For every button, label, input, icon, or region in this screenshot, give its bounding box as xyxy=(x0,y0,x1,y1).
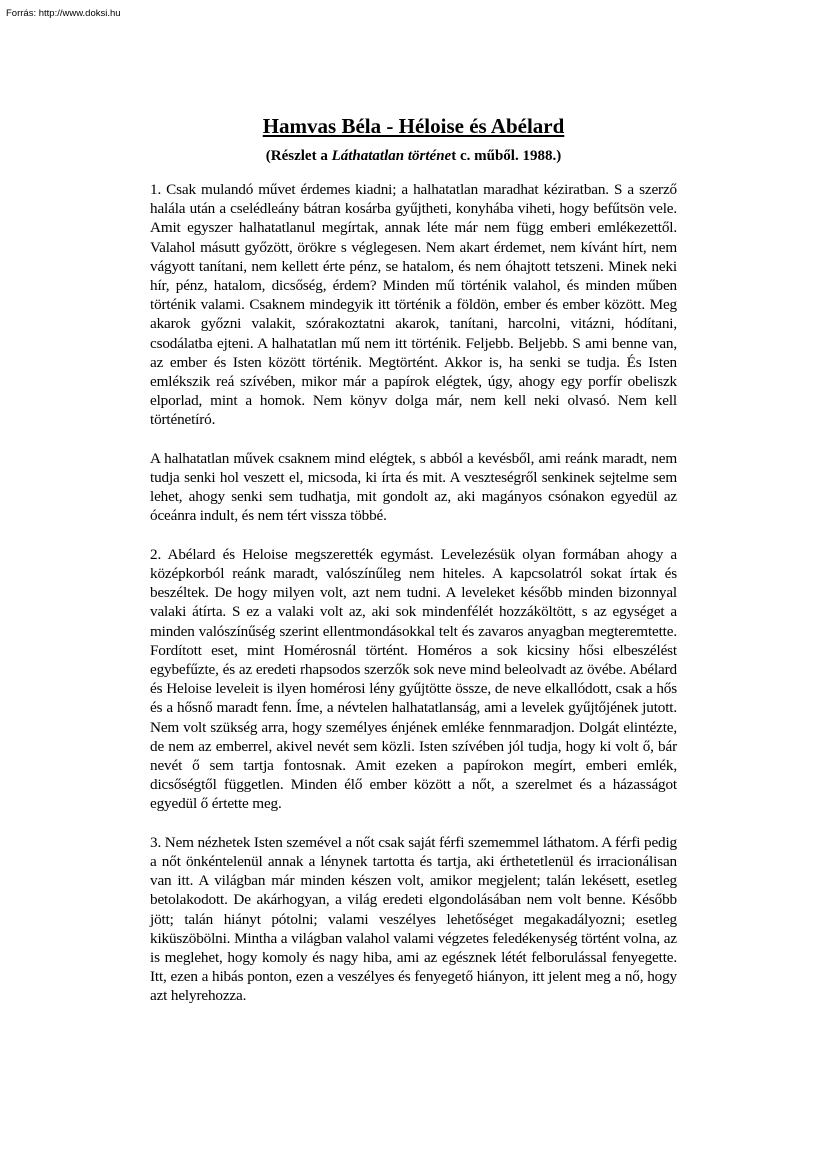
paragraph-3: 2. Abélard és Heloise megszerették egymást. Levelezésük olyan formában ahogy a középkorból reánk maradt, valószínűleg nem hiteles. A kapcsolatról sokat írtak és beszéltek. De hogy milyen volt, azt nem tudni. A leveleket később minden bizonnyal valaki átírta. S ez a valaki volt az, aki sok mindenfélét hozzáköltött, s az egységet a minden valószínűség szerint ellentmondásokkal telt és zavaros anyagban megteremtette. Fordított eset, mint Homérosnál történt. Homéros a sok kicsiny hősi elbeszélést egybefűzte, és az eredeti rhapsodos szerzők sok neve mind beleolvadt az övébe. Abélard és Heloise leveleit is ilyen homérosi lény gyűjtötte össze, de neve elkallódott, csak a hős és a hősnő maradt fenn. Íme, a névtelen halhatatlanság, ami a levelek gyűjtőjének jutott. Nem volt szükség arra, hogy személyes énjének emléke fennmaradjon. Dolgát elintézte, de nem az emberrel, akivel nevét sem közli. Isten szívében jól tudja, hogy ki volt ő, bár nevét ő sem tartja fontosnak. Amit ezeken a papírokon megírt, emberi emlék, dicsőségtől független. Minden élő ember között a nőt, a szerelmet és a házasságot egyedül ő értette meg. xyxy=(150,545,677,813)
source-line: Forrás: http://www.doksi.hu xyxy=(6,8,121,19)
document-subtitle xyxy=(0,147,827,166)
paragraph-2: A halhatatlan művek csaknem mind elégtek, s abból a kevésből, ami reánk maradt, nem tudja senki hol veszett el, micsoda, ki írta és mit. A veszteségről senkinek sejtelme sem lehet, ahogy senki sem tudhatja, mit gondolt az, aki magányos csónakon egyedül az óceánra indult, és nem tért vissza többé. xyxy=(150,449,677,525)
document-title: Hamvas Béla - Héloise és Abélard xyxy=(262,114,565,139)
subtitle-prefix: (Részlet a xyxy=(265,148,332,164)
subtitle-suffix: t c. műből. 1988.) xyxy=(451,148,562,164)
paragraph-1: 1. Csak mulandó művet érdemes kiadni; a halhatatlan maradhat kéziratban. S a szerző halála után a cselédleány bátran kosárba gyűjtheti, konyhába viheti, hogy befűtsön vele. Amit egyszer halhatatlanul megírtak, annak léte már nem függ emberi emlékezettől. Valahol másutt győzött, örökre s véglegesen. Nem akart érdemet, nem kívánt hírt, nem vágyott tanítani, nem kellett érte pénz, se hatalom, és nem óhajtott tetszeni. Minek neki hír, pénz, hatalom, dicsőség, érdem? Minden mű történik valahol, és minden műben történik valami. Csaknem mindegyik itt történik a földön, ember és ember között. Meg akarok győzni valakit, szórakoztatni akarok, tanítani, harcolni, vitázni, hódítani, csodálatba ejteni. A halhatatlan mű nem itt történik. Feljebb. Beljebb. S ami benne van, az ember és Isten között történik. Megtörtént. Akkor is, ha senki se tudja. És Isten emlékszik reá szívében, mikor már a papírok elégtek, úgy, ahogy egy porfír obeliszk elporlad, mint a homok. Nem könyv dolga már, nem kell neki olvasó. Nem kell történetíró. xyxy=(150,181,677,429)
subtitle-work-title: Láthatatlan történe xyxy=(331,148,452,164)
document-body xyxy=(150,180,677,1025)
paragraph-4: 3. Nem nézhetek Isten szemével a nőt csak saját férfi szememmel láthatom. A férfi pedig a nőt önkéntelenül annak a lénynek tartotta és tartja, aki érthetetlenül és irracionálisan van itt. A világban már minden készen volt, amikor megjelent; talán lekésett, esetleg betolakodott. De akárhogyan, a világ eredeti elgondolásában nem volt benne. Később jött; talán hiányt pótolni; valami veszélyes lehetőséget megakadályozni; esetleg kiküszöbölni. Mintha a világban valahol valami végzetes feledékenység történt volna, az is meglehet, hogy komoly és nagy hiba, ami az egésznek létét felborulással fenyegette. Itt, ezen a hibás ponton, ezen a veszélyes és fenyegető hiányon, itt jelent meg a nő, hogy azt helyrehozza. xyxy=(150,833,677,1005)
